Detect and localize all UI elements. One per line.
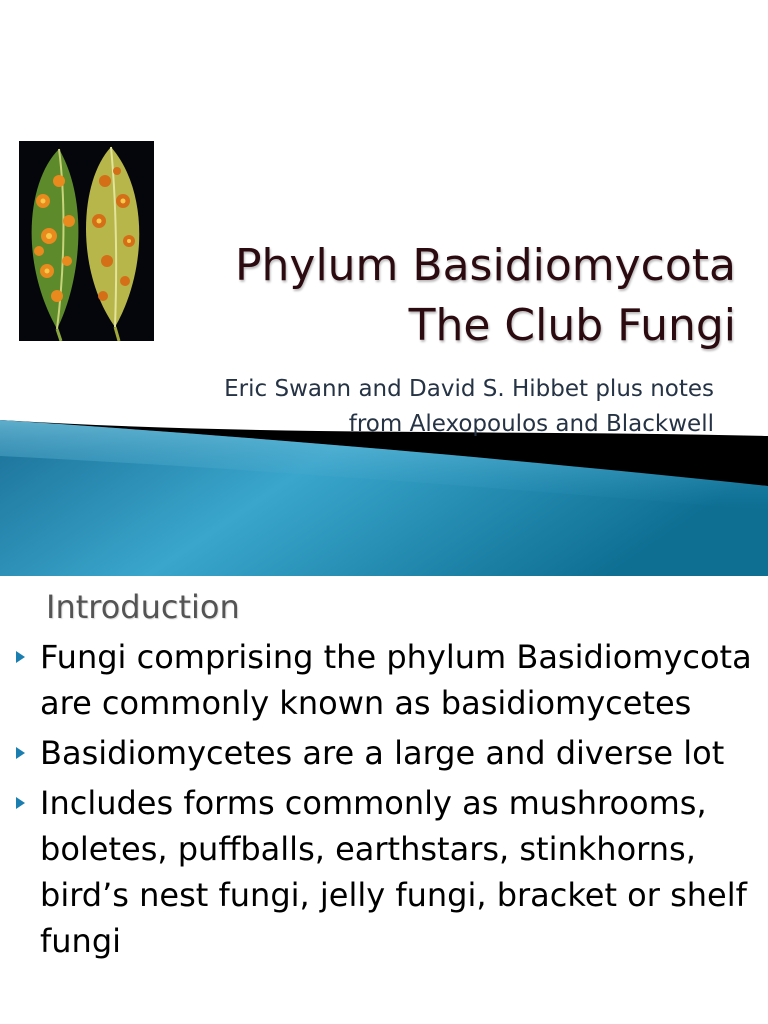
bullet-arrow-icon — [16, 797, 25, 809]
bullet-arrow-icon — [16, 747, 25, 759]
bullet-text: Includes forms commonly as mushrooms, boletes, puffballs, earthstars, stinkhorns, bird’s nest fungi, jelly fungi, bracket or shelf fungi — [40, 784, 747, 960]
section-heading: Introduction — [46, 588, 240, 626]
bullet-text: Fungi comprising the phylum Basidiomycota are commonly known as basidiomycetes — [40, 638, 752, 722]
subtitle-line-1: Eric Swann and David S. Hibbet plus notes — [224, 376, 714, 402]
bullet-item — [16, 780, 764, 964]
bullet-list — [16, 634, 764, 968]
title-line-1: Phylum Basidiomycota — [234, 240, 736, 291]
leaf-rust-photo — [19, 141, 154, 341]
bullet-item — [16, 730, 764, 776]
bullet-item — [16, 634, 764, 726]
subtitle-line-2: from Alexopoulos and Blackwell — [348, 411, 714, 437]
title-line-2: The Club Fungi — [408, 300, 736, 351]
introduction-slide — [0, 576, 768, 1024]
slide-subtitle — [100, 372, 714, 442]
bullet-arrow-icon — [16, 651, 25, 663]
bullet-text: Basidiomycetes are a large and diverse lot — [40, 734, 725, 772]
slide-title — [160, 236, 736, 356]
